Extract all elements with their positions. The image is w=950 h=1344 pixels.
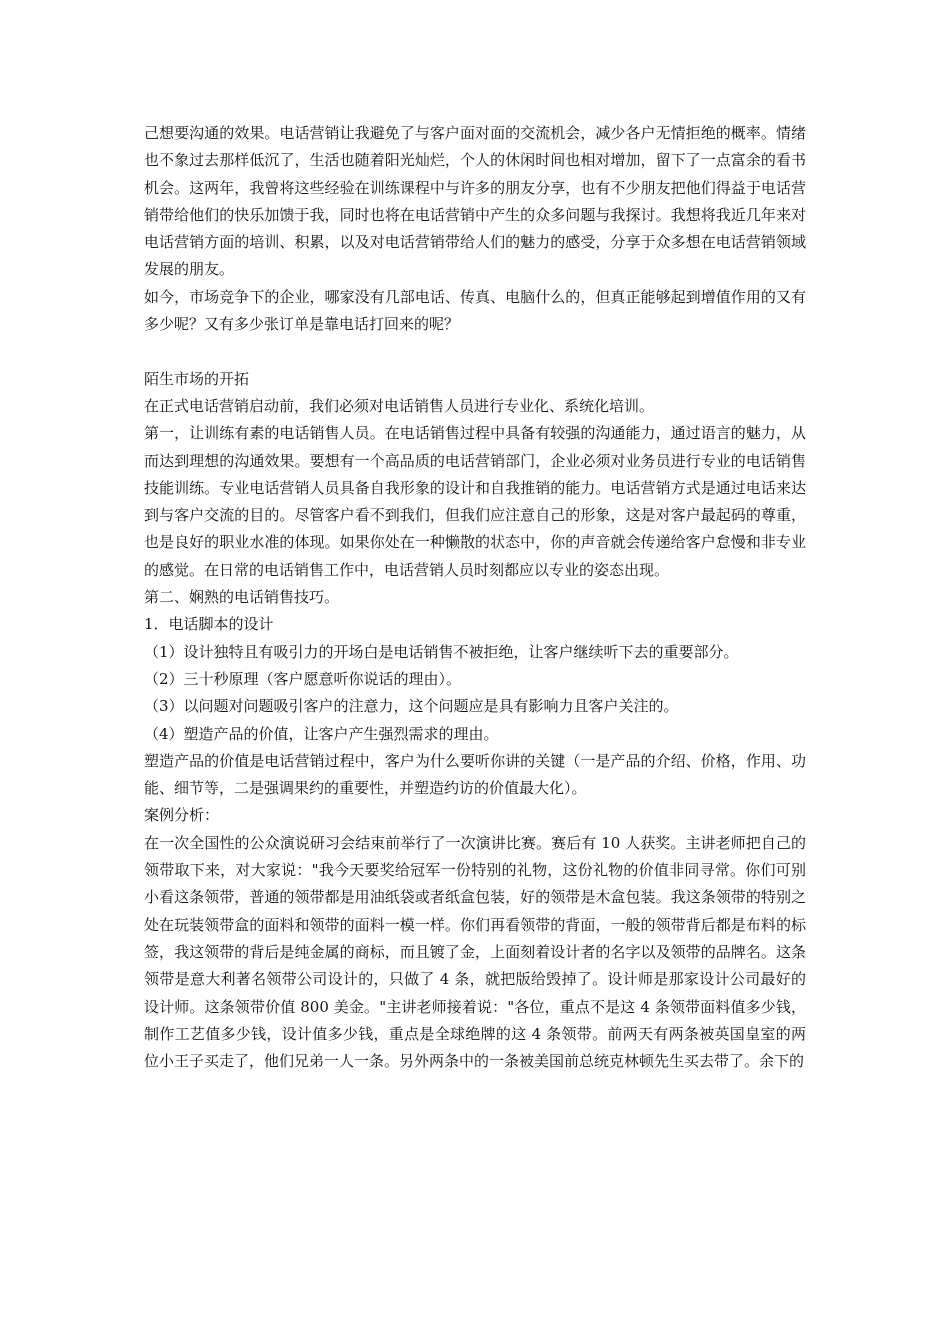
paragraph-case-study: 在一次全国性的公众演说研习会结束前举行了一次演讲比赛。赛后有 10 人获奖。主讲老师把自己的领带取下来，对大家说："我今天要奖给冠军一份特别的礼物，这份礼物的价值非同寻常。你们可别小看这条领带，普通的领带都是用油纸袋或者纸盒包装，好的领带是木盒包装。我这条领带的特别之处在玩装领带盒的面料和领带的面料一模一样。你们再看领带的背面，一般的领带背后都是布料的标签，我这领带的背后是纯金属的商标，而且镀了金，上面刻着设计者的名字以及领带的品牌名。这条领带是意大利著名领带公司设计的，只做了 4 条，就把版给毁掉了。设计师是那家设计公司最好的设计师。这条领带价值 800 美金。"主讲老师接着说："各位，重点不是这 4 条领带面料值多少钱，制作工艺值多少钱，设计值多少钱，重点是全球绝牌的这 4 条领带。前两天有两条被英国皇室的两位小王子买走了，他们兄弟一人一条。另外两条中的一条被美国前总统克林顿先生买去带了。余下的 bbox=[144, 833, 806, 1071]
list-item-2: （2）三十秒原理（客户愿意听你说话的理由）。 bbox=[144, 669, 462, 688]
list-item-3: （3）以问题对问题吸引客户的注意力，这个问题应是具有影响力且客户关注的。 bbox=[144, 697, 679, 716]
paragraph-market-question: 如今，市场竞争下的企业，哪家没有几部电话、传真、电脑什么的，但真正能够起到增值作用的又有多少呢？又有多少张订单是靠电话打回来的呢？ bbox=[144, 287, 806, 334]
list-item-4: （4）塑造产品的价值，让客户产生强烈需求的理由。 bbox=[144, 724, 499, 743]
case-study-heading: 案例分析： bbox=[144, 806, 220, 825]
section-heading: 陌生市场的开拓 bbox=[144, 369, 250, 388]
document-body bbox=[144, 120, 806, 1075]
subheading-script-design: 1．电话脚本的设计 bbox=[144, 615, 274, 634]
paragraph-product-value: 塑造产品的价值是电话营销过程中，客户为什么要听你讲的关键（一是产品的介绍、价格，作用、功能、细节等，二是强调果约的重要性，并塑造约访的价值最大化）。 bbox=[144, 751, 806, 798]
paragraph-intro-experience: 己想要沟通的效果。电话营销让我避免了与客户面对面的交流机会，减少各户无情拒绝的概率。情绪也不象过去那样低沉了，生活也随着阳光灿烂，个人的休闲时间也相对增加，留下了一点富余的看书机会。这两年，我曾将这些经验在训练课程中与许多的朋友分享，也有不少朋友把他们得益于电话营销带给他们的快乐加馈于我，同时也将在电话营销中产生的众多问题与我探讨。我想将我近几年来对电话营销方面的培训、积累，以及对电话营销带给人们的魅力的感受，分享于众多想在电话营销领域发展的朋友。 bbox=[144, 124, 806, 279]
blank-line bbox=[144, 338, 806, 365]
paragraph-training: 在正式电话营销启动前，我们必须对电话销售人员进行专业化、系统化培训。 bbox=[144, 396, 655, 415]
list-item-1: （1）设计独特且有吸引力的开场白是电话销售不被拒绝，让客户继续听下去的重要部分。 bbox=[144, 642, 739, 661]
paragraph-point-two: 第二、娴熟的电话销售技巧。 bbox=[144, 588, 340, 607]
paragraph-point-one: 第一，让训练有素的电话销售人员。在电话销售过程中具备有较强的沟通能力，通过语言的魅力，从而达到理想的沟通效果。要想有一个高品质的电话营销部门，企业必须对业务员进行专业的电话销售技能训练。专业电话营销人员具备自我形象的设计和自我推销的能力。电话营销方式是通过电话来达到与客户交流的目的。尽管客户看不到我们，但我们应注意自己的形象，这是对客户最起码的尊重，也是良好的职业水准的体现。如果你处在一种懒散的状态中，你的声音就会传递给客户怠慢和非专业的感觉。在日常的电话销售工作中，电话营销人员时刻都应以专业的姿态出现。 bbox=[144, 424, 806, 579]
